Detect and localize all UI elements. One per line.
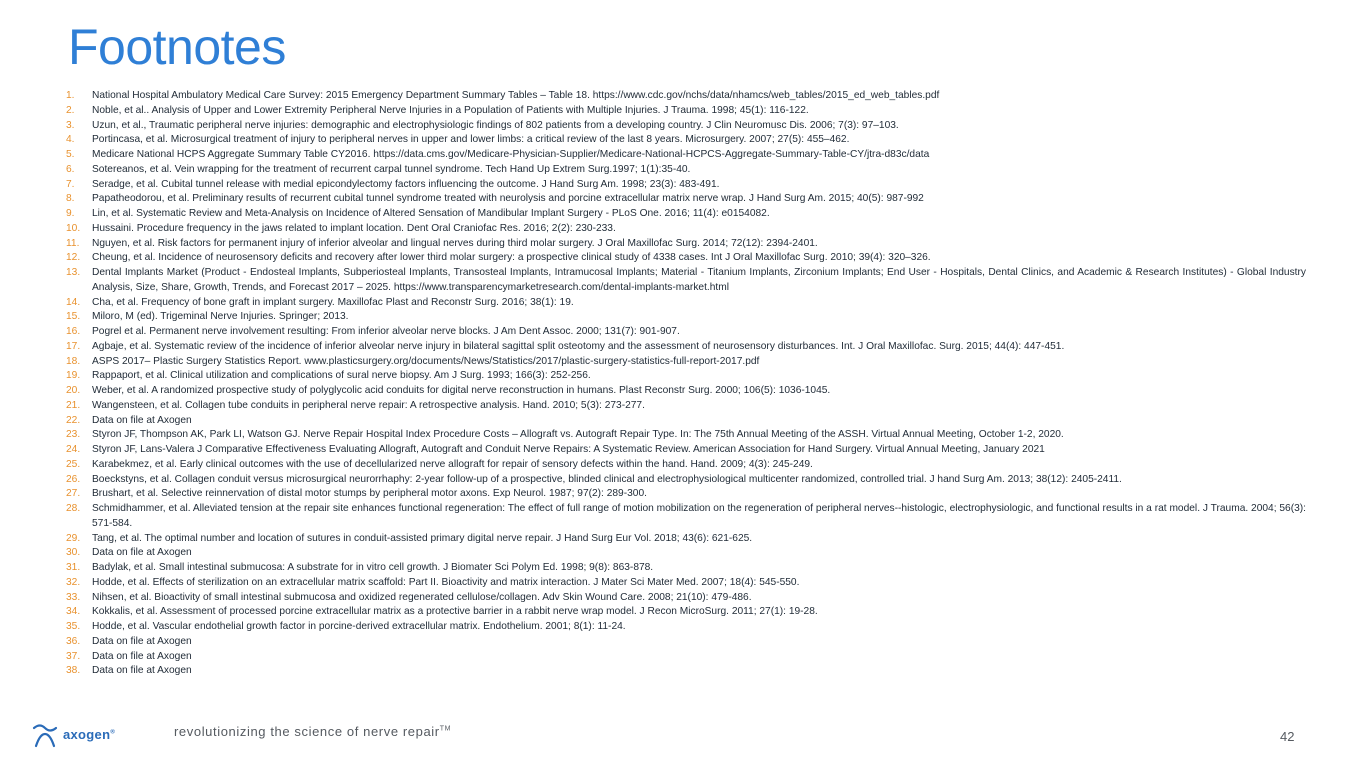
footnote-text: Nihsen, et al. Bioactivity of small intestinal submucosa and oxidized regenerated cellulose/collagen. Adv Skin Wound Care. 2008; 21(10): 479-486.	[92, 591, 752, 603]
footnote-text: Lin, et al. Systematic Review and Meta-Analysis on Incidence of Altered Sensation of Mandibular Implant Surgery - PLoS One. 2016; 11(4): e0154082.	[92, 208, 770, 219]
footnote-item	[66, 546, 1306, 561]
footnote-item	[66, 561, 1306, 576]
footnote-item	[66, 487, 1306, 502]
footnote-item	[66, 222, 1306, 237]
footnote-number: 15.	[66, 311, 81, 323]
footnote-item	[66, 178, 1306, 193]
footnote-text: Data on file at Axogen	[92, 665, 192, 677]
footnote-text: Agbaje, et al. Systematic review of the incidence of inferior alveolar nerve injury in bilateral sagittal split osteotomy and the assessment of neurosensory disturbances. Int. J Oral Maxillofac. Surg. 2015; 44(4): 447-451.	[92, 340, 1065, 352]
footnote-number: 28.	[66, 503, 81, 514]
footnote-number: 14.	[66, 296, 81, 308]
footnote-number: 8.	[66, 193, 75, 205]
footnote-text: Schmidhammer, et al. Alleviated tension at the repair site enhances functional regeneration: The effect of full range of motion mobilization on the regeneration of peripheral nerves--histologic, electrophysiologic, and functional results in a rat model. J Trauma. 2004; 56(3): 571-584.	[92, 503, 1306, 529]
footnote-number: 37.	[66, 650, 81, 662]
footnote-item	[66, 148, 1306, 163]
footnote-item	[66, 458, 1306, 473]
footnote-item	[66, 207, 1306, 222]
footnote-number: 29.	[66, 532, 81, 544]
footnote-text: Weber, et al. A randomized prospective study of polyglycolic acid conduits for digital nerve reconstruction in humans. Plast Reconstr Surg. 2000; 106(5): 1036-1045.	[92, 385, 831, 396]
footnote-text: Pogrel et al. Permanent nerve involvement resulting: From inferior alveolar nerve blocks. J Am Dent Assoc. 2000; 131(7): 901-907.	[92, 326, 680, 337]
footnote-number: 6.	[66, 163, 75, 175]
tagline: revolutionizing the science of nerve repair™	[174, 724, 452, 739]
footnote-number: 1.	[66, 90, 75, 101]
footnote-item	[66, 664, 1306, 679]
footnote-item	[66, 650, 1306, 665]
footnote-item	[66, 414, 1306, 429]
footnote-number: 2.	[66, 104, 75, 116]
page-number: 42	[1280, 729, 1295, 744]
footnote-text: Boeckstyns, et al. Collagen conduit versus microsurgical neurorrhaphy: 2-year follow-up of a prospective, blinded clinical and electrophysiological multicenter randomized, controlled trial. J hand Surg Am. 2013; 38(12): 2405-2411.	[92, 473, 1122, 485]
footnote-number: 21.	[66, 399, 81, 411]
footnote-text: Papatheodorou, et al. Preliminary results of recurrent cubital tunnel syndrome treated with neurolysis and porcine extracellular matrix nerve wrap. J Hand Surg Am. 2015; 40(5): 987-992	[92, 193, 924, 205]
footnote-item	[66, 502, 1306, 532]
footnote-item	[66, 192, 1306, 207]
footnote-item	[66, 310, 1306, 325]
footnote-item	[66, 163, 1306, 178]
footnote-item	[66, 355, 1306, 370]
footnote-item	[66, 428, 1306, 443]
footnote-text: Brushart, et al. Selective reinnervation of distal motor stumps by peripheral motor axons. Exp Neurol. 1987; 97(2): 289-300.	[92, 488, 647, 500]
footnote-text: Data on file at Axogen	[92, 650, 192, 662]
footnote-number: 3.	[66, 119, 75, 131]
footnote-text: Uzun, et al., Traumatic peripheral nerve injuries: demographic and electrophysiologic findings of 802 patients from a developing country. J Clin Neuromusc Dis. 2006; 7(3): 97–103.	[92, 119, 899, 131]
footnote-text: Noble, et al.. Analysis of Upper and Lower Extremity Peripheral Nerve Injuries in a Population of Patients with Multiple Injuries. J Trauma. 1998; 45(1): 116-122.	[92, 104, 809, 116]
footnote-number: 22.	[66, 414, 81, 426]
footnote-number: 13.	[66, 267, 81, 278]
footnote-item	[66, 325, 1306, 340]
footnote-number: 30.	[66, 547, 81, 559]
footnote-item	[66, 369, 1306, 384]
footnote-text: Data on file at Axogen	[92, 547, 192, 559]
footnotes-list	[66, 89, 1306, 679]
footnote-item	[66, 399, 1306, 414]
footnote-item	[66, 532, 1306, 547]
page-title: Footnotes	[68, 19, 286, 75]
logo-wordmark: axogen®	[63, 726, 116, 742]
footnote-item	[66, 89, 1306, 104]
footnote-text: ASPS 2017– Plastic Surgery Statistics Report. www.plasticsurgery.org/documents/News/Statistics/2017/plastic-surgery-statistics-full-report-2017.pdf	[92, 355, 760, 367]
footnote-number: 27.	[66, 488, 81, 500]
footnote-number: 11.	[66, 237, 80, 249]
footnote-number: 34.	[66, 606, 81, 618]
footnote-text: Cha, et al. Frequency of bone graft in implant surgery. Maxillofac Plast and Reconstr Surg. 2016; 38(1): 19.	[92, 296, 574, 308]
footnote-text: Medicare National HCPS Aggregate Summary Table CY2016. https://data.cms.gov/Medicare-Physician-Supplier/Medicare-National-HCPCS-Aggregate-Summary-Table-CY/jtra-d83c/data	[92, 149, 930, 160]
footnote-text: Tang, et al. The optimal number and location of sutures in conduit-assisted primary digital nerve repair. J Hand Surg Eur Vol. 2018; 43(6): 621-625.	[92, 532, 753, 544]
footnote-number: 20.	[66, 385, 81, 396]
footnote-item	[66, 576, 1306, 591]
footnote-item	[66, 635, 1306, 650]
footnote-number: 18.	[66, 355, 81, 367]
footnote-text: Sotereanos, et al. Vein wrapping for the treatment of recurrent carpal tunnel syndrome. Tech Hand Up Extrem Surg.1997; 1(1):35-40.	[92, 163, 691, 175]
footnote-number: 19.	[66, 370, 81, 382]
footnote-text: Miloro, M (ed). Trigeminal Nerve Injuries. Springer; 2013.	[92, 311, 349, 323]
footnote-item	[66, 620, 1306, 635]
footnote-number: 25.	[66, 458, 81, 470]
footnote-item	[66, 266, 1306, 296]
footnote-item	[66, 296, 1306, 311]
footnote-item	[66, 473, 1306, 488]
footnote-item	[66, 237, 1306, 252]
footnote-number: 4.	[66, 134, 75, 146]
trademark-mark: TM	[439, 725, 452, 733]
footnote-number: 16.	[66, 326, 81, 337]
footnote-item	[66, 340, 1306, 355]
footnote-item	[66, 251, 1306, 266]
footnote-text: National Hospital Ambulatory Medical Care Survey: 2015 Emergency Department Summary Tables – Table 18. https://www.cdc.gov/nchs/data/nhamcs/web_tables/2015_ed_web_tables.pdf	[92, 90, 940, 101]
axogen-logo	[31, 719, 131, 749]
footnote-number: 10.	[66, 222, 81, 234]
footnote-number: 32.	[66, 576, 81, 588]
footnote-item	[66, 443, 1306, 458]
footnote-number: 23.	[66, 429, 81, 441]
footnote-item	[66, 119, 1306, 134]
footnote-item	[66, 104, 1306, 119]
footnote-number: 7.	[66, 178, 75, 190]
footnote-text: Data on file at Axogen	[92, 414, 192, 426]
footnote-text: Wangensteen, et al. Collagen tube conduits in peripheral nerve repair: A retrospective analysis. Hand. 2010; 5(3): 273-277.	[92, 399, 645, 411]
footnote-text: Seradge, et al. Cubital tunnel release with medial epicondylectomy factors influencing the outcome. J Hand Surg Am. 1998; 23(3): 483-491.	[92, 178, 720, 190]
footnote-text: Styron JF, Lans-Valera J Comparative Effectiveness Evaluating Allograft, Autograft and Conduit Nerve Repairs: A Systematic Review. American Association for Hand Surgery. Virtual Annual Meeting, January 2021	[92, 444, 1045, 455]
footnote-text: Cheung, et al. Incidence of neurosensory deficits and recovery after lower third molar surgery: a prospective clinical study of 4338 cases. Int J Oral Maxillofac Surg. 2010; 39(4): 320–326.	[92, 252, 931, 264]
axogen-logo-icon	[31, 720, 59, 748]
footnote-text: Hodde, et al. Vascular endothelial growth factor in porcine-derived extracellular matrix. Endothelium. 2001; 8(1): 11-24.	[92, 621, 626, 632]
footnote-item	[66, 591, 1306, 606]
footnote-number: 17.	[66, 340, 81, 352]
footnote-number: 36.	[66, 635, 81, 647]
footnote-text: Hodde, et al. Effects of sterilization on an extracellular matrix scaffold: Part II. Bioactivity and matrix interaction. J Mater Sci Mater Med. 2007; 18(4): 545-550.	[92, 576, 800, 588]
footnote-number: 5.	[66, 149, 75, 160]
footnote-item	[66, 133, 1306, 148]
footnote-number: 26.	[66, 473, 81, 485]
footnote-number: 35.	[66, 621, 81, 632]
footnote-number: 24.	[66, 444, 81, 455]
footnote-text: Kokkalis, et al. Assessment of processed porcine extracellular matrix as a protective barrier in a rabbit nerve wrap model. J Recon MicroSurg. 2011; 27(1): 19-28.	[92, 606, 818, 618]
footnote-number: 9.	[66, 208, 75, 219]
footnote-number: 38.	[66, 665, 81, 677]
footnote-text: Karabekmez, et al. Early clinical outcomes with the use of decellularized nerve allograft for repair of sensory defects within the hand. Hand. 2009; 4(3): 245-249.	[92, 458, 813, 470]
footnote-text: Dental Implants Market (Product - Endosteal Implants, Subperiosteal Implants, Transosteal Implants, Intramucosal Implants; Material - Titanium Implants, Zirconium Implants; End User - Hospitals, Dental Clinics, and Academic & Research Institutes) - Global Industry Analysis, Size, Share, Growth, Trends, and Forecast 2017 – 2025. https://www.transparencymarketresearch.com/dental-implants-market.html	[92, 267, 1306, 293]
footnote-number: 31.	[66, 562, 81, 573]
footnote-text: Portincasa, et al. Microsurgical treatment of injury to peripheral nerves in upper and lower limbs: a critical review of the last 8 years. Microsurgery. 2007; 27(5): 455–462.	[92, 134, 850, 146]
footnote-text: Hussaini. Procedure frequency in the jaws related to implant location. Dent Oral Craniofac Res. 2016; 2(2): 230-233.	[92, 222, 616, 234]
footnote-text: Badylak, et al. Small intestinal submucosa: A substrate for in vitro cell growth. J Biomater Sci Polym Ed. 1998; 9(8): 863-878.	[92, 562, 654, 573]
footnote-text: Styron JF, Thompson AK, Park LI, Watson GJ. Nerve Repair Hospital Index Procedure Costs – Allograft vs. Autograft Repair Type. In: The 75th Annual Meeting of the ASSH. Virtual Annual Meeting, October 1-2, 2020.	[92, 429, 1064, 441]
footnote-number: 33.	[66, 591, 81, 603]
footnote-text: Rappaport, et al. Clinical utilization and complications of sural nerve biopsy. Am J Surg. 1993; 166(3): 252-256.	[92, 370, 591, 382]
footnote-item	[66, 384, 1306, 399]
footnote-text: Nguyen, et al. Risk factors for permanent injury of inferior alveolar and lingual nerves during third molar surgery. J Oral Maxillofac Surg. 2014; 72(12): 2394-2401.	[92, 237, 818, 249]
footnote-text: Data on file at Axogen	[92, 635, 192, 647]
footnote-item	[66, 605, 1306, 620]
footnote-number: 12.	[66, 252, 81, 264]
